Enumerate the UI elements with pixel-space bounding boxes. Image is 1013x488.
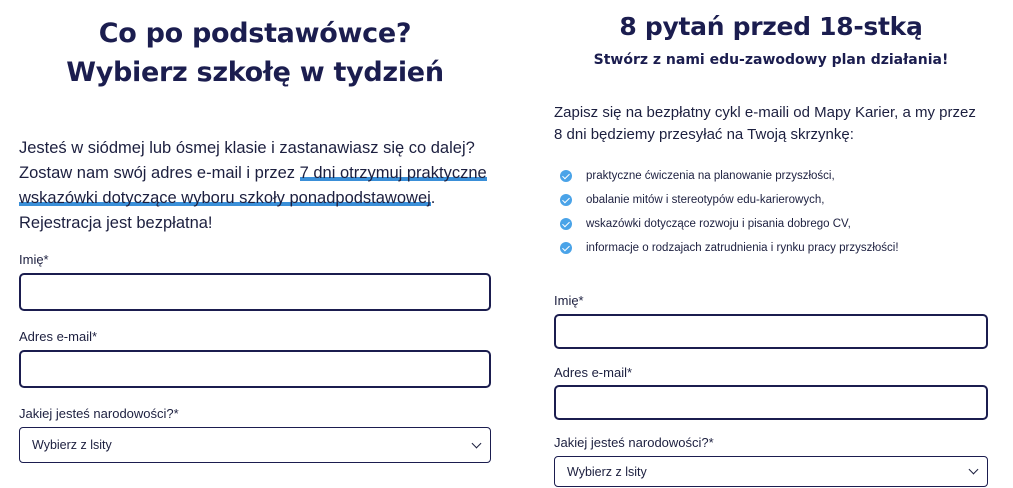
left-intro-text (19, 136, 491, 236)
right-name-input[interactable] (554, 314, 988, 349)
right-nationality-select[interactable] (554, 456, 988, 487)
benefit-text: informacje o rodzajach zatrudnienia i rynku pracy przyszłości! (586, 242, 899, 254)
left-headline (19, 14, 491, 92)
right-nationality-select-value: Wybierz z lsity (567, 464, 647, 479)
benefit-text: praktyczne ćwiczenia na planowanie przyszłości, (586, 170, 835, 182)
benefits-list (554, 164, 988, 260)
right-subhead: Stwórz z nami edu-zawodowy plan działania! (593, 52, 949, 68)
left-email-label: Adres e-mail* (19, 329, 98, 344)
list-item (554, 236, 988, 260)
left-headline-line1: Co po podstawówce? (98, 18, 412, 49)
check-circle-icon (560, 194, 572, 206)
left-name-label: Imię* (19, 252, 49, 267)
right-email-input[interactable] (554, 385, 988, 420)
list-item (554, 188, 988, 212)
chevron-down-icon (969, 465, 979, 475)
right-signup-panel (554, 0, 988, 479)
right-name-label: Imię* (554, 293, 584, 308)
chevron-down-icon (472, 438, 482, 448)
left-name-input[interactable] (19, 273, 491, 311)
list-item (554, 164, 988, 188)
list-item (554, 212, 988, 236)
left-signup-panel (19, 0, 491, 452)
left-intro-part1: Jesteś w siódmej lub ósmej klasie i zastanawiasz się co dalej? Zostaw nam swój adres e-mail i przez (19, 139, 475, 182)
check-circle-icon (560, 218, 572, 230)
left-nationality-select[interactable] (19, 427, 491, 463)
right-nationality-label: Jakiej jesteś narodowości?* (554, 435, 714, 450)
check-circle-icon (560, 242, 572, 254)
left-intro-highlight: 7 dni otrzymuj praktyczne wskazówki dotyczące wyboru szkoły ponadpodstawowej (19, 164, 487, 207)
left-intro-part2: . Rejestracja jest bezpłatna! (19, 189, 436, 232)
right-intro-text: Zapisz się na bezpłatny cykl e-maili od Mapy Karier, a my przez 8 dni będziemy przesyłać na Twoją skrzynkę: (554, 104, 976, 143)
right-headline: 8 pytań przed 18-stką (619, 12, 923, 41)
left-nationality-label: Jakiej jesteś narodowości?* (19, 406, 179, 421)
left-nationality-select-value: Wybierz z lsity (32, 438, 112, 452)
benefit-text: wskazówki dotyczące rozwoju i pisania dobrego CV, (586, 218, 851, 230)
left-headline-line2: Wybierz szkołę w tydzień (66, 57, 444, 88)
benefit-text: obalanie mitów i stereotypów edu-karierowych, (586, 194, 825, 206)
check-circle-icon (560, 170, 572, 182)
left-email-input[interactable] (19, 350, 491, 388)
right-email-label: Adres e-mail* (554, 365, 633, 380)
